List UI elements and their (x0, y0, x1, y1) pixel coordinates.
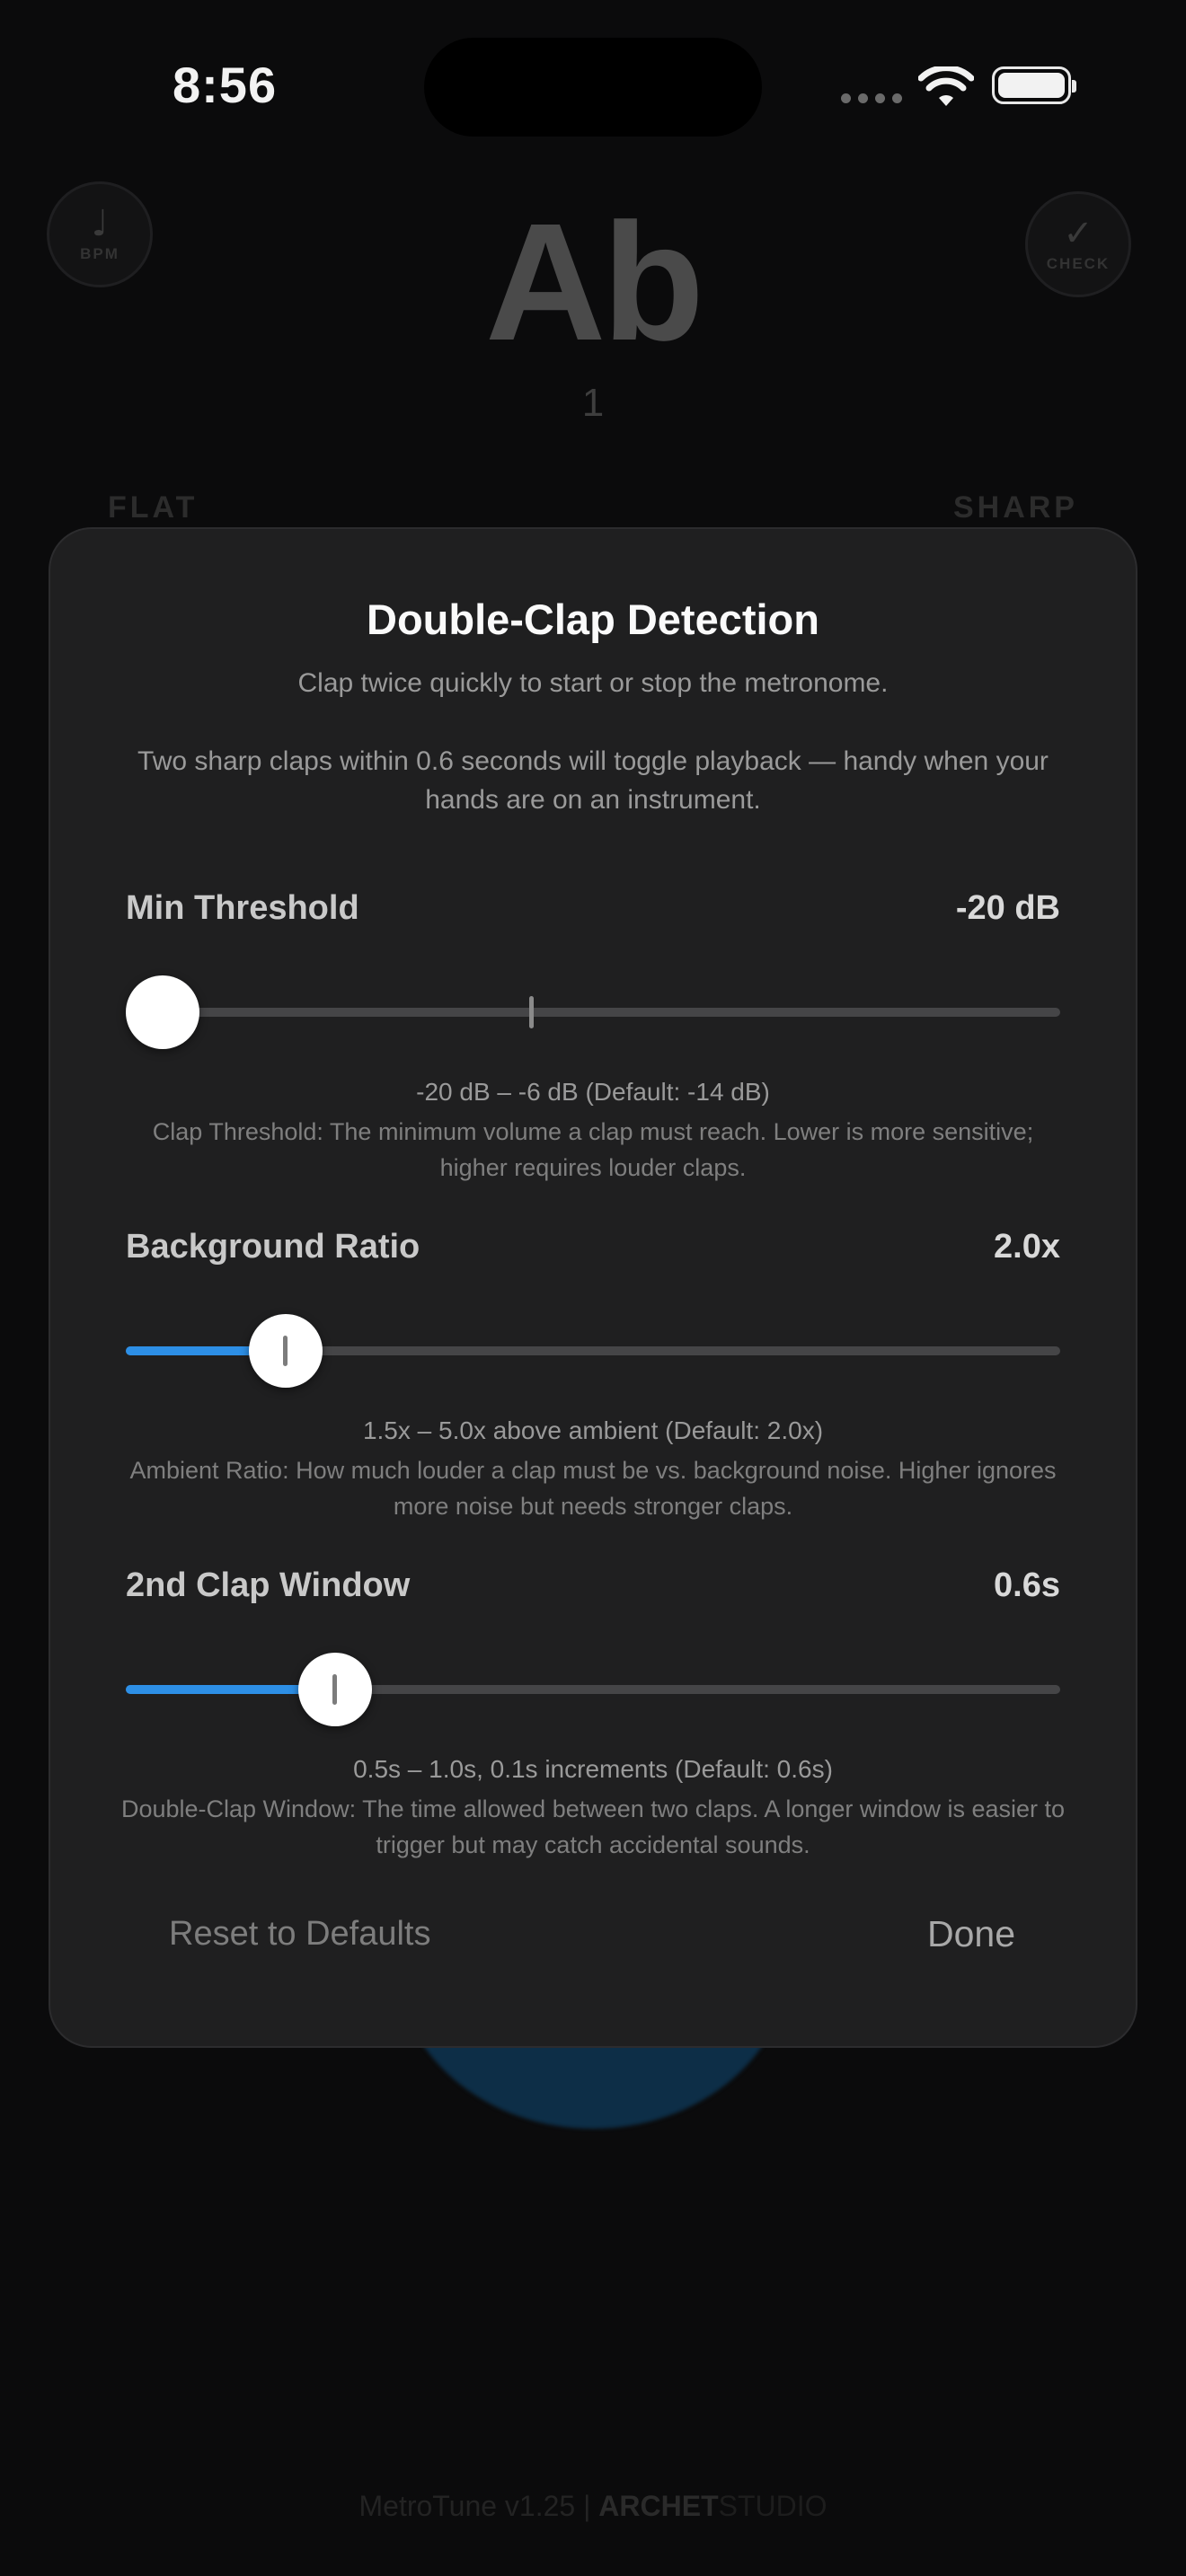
flat-label: FLAT (108, 490, 199, 525)
min-threshold-value: -20 dB (955, 889, 1060, 927)
tuner-note: Ab (485, 190, 701, 375)
background-ratio-range: 1.5x – 5.0x above ambient (Default: 2.0x) (362, 1416, 824, 1444)
min-threshold-help: Clap Threshold: The minimum volume a clap must reach. Lower is more sensitive; higher requires louder claps. (152, 1118, 1034, 1181)
checkmark-icon: ✓ (1063, 213, 1093, 254)
dynamic-island (424, 38, 762, 137)
min-threshold-thumb[interactable] (126, 975, 199, 1049)
min-threshold-slider[interactable] (126, 1008, 1060, 1017)
app-footer (0, 2490, 1186, 2523)
default-marker (529, 996, 534, 1028)
clap-window-thumb[interactable] (298, 1653, 372, 1726)
sharp-label: SHARP (952, 490, 1078, 525)
footer-brand: ARCHET (598, 2490, 719, 2522)
background-ratio-help: Ambient Ratio: How much louder a clap must be vs. background noise. Higher ignores more noise but needs stronger claps. (129, 1457, 1057, 1520)
min-threshold-range: -20 dB – -6 dB (Default: -14 dB) (416, 1078, 770, 1106)
quarter-note-icon: ♩ (91, 203, 109, 244)
modal-description: Two sharp claps within 0.6 seconds will toggle playback — handy when your hands are on an instrument. (137, 746, 1049, 815)
clap-window-label: 2nd Clap Window (126, 1566, 411, 1604)
clap-window-value: 0.6s (994, 1566, 1060, 1604)
background-ratio-thumb[interactable] (249, 1314, 323, 1388)
status-time: 8:56 (173, 57, 278, 113)
clap-window-slider[interactable] (126, 1685, 1060, 1694)
footer-studio: STUDIO (718, 2490, 828, 2522)
wifi-icon (918, 66, 974, 108)
tuner-octave: 1 (581, 381, 605, 425)
check-button-label: CHECK (1046, 255, 1111, 272)
battery-icon (992, 66, 1071, 104)
clap-window-range: 0.5s – 1.0s, 0.1s increments (Default: 0.6s) (353, 1755, 833, 1783)
cellular-signal-icon (841, 93, 902, 103)
background-ratio-label: Background Ratio (126, 1228, 420, 1266)
thumb-grip (332, 1674, 337, 1705)
modal-subtitle: Clap twice quickly to start or stop the metronome. (297, 668, 889, 698)
modal-title: Double-Clap Detection (367, 595, 819, 643)
bpm-button-label: BPM (80, 245, 119, 262)
background-ratio-value: 2.0x (994, 1228, 1060, 1266)
reset-to-defaults-button[interactable]: Reset to Defaults (169, 1915, 431, 1953)
clap-window-help: Double-Clap Window: The time allowed between two claps. A longer window is easier to trigger but may catch accidental sounds. (120, 1795, 1066, 1858)
done-button[interactable]: Done (926, 1913, 1015, 1954)
min-threshold-label: Min Threshold (126, 889, 359, 927)
thumb-grip (283, 1336, 288, 1366)
footer-version: MetroTune v1.25 | (358, 2490, 591, 2522)
